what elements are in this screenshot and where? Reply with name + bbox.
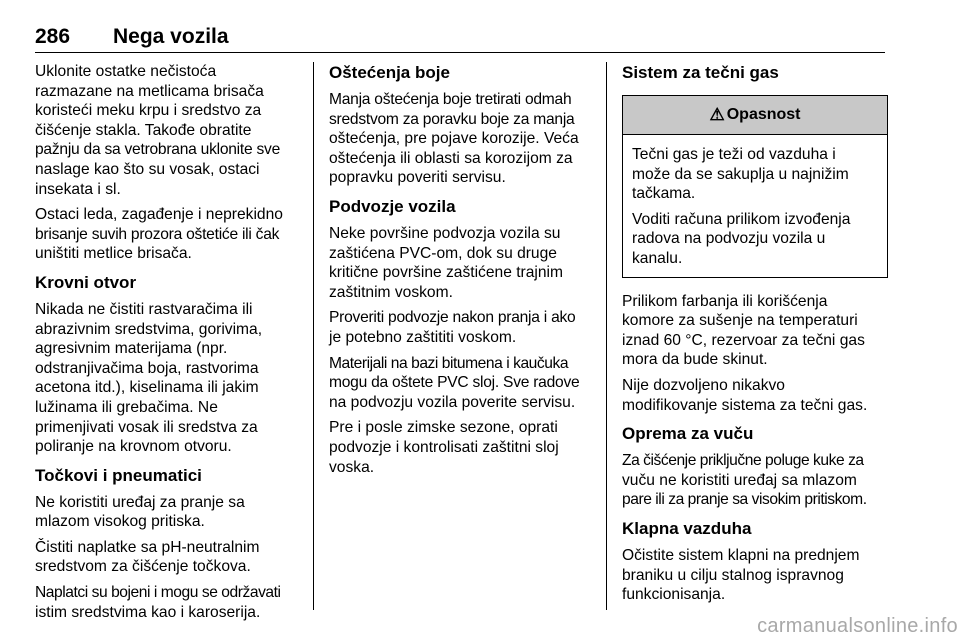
text-line: oštećenja, pre pojave korozije. Veća — [329, 130, 579, 148]
paragraph-lpg-2 — [622, 376, 888, 415]
page-header — [35, 22, 885, 53]
warning-triangle-icon: ⚠ — [709, 105, 725, 125]
text-line: Ne koristiti uređaj za pranje sa — [35, 493, 245, 511]
text-line: odstranjivačima boja, rastvorima — [35, 359, 259, 377]
paragraph-wheels-1 — [35, 493, 303, 532]
paragraph-paint-damage — [329, 90, 593, 188]
paragraph-wiper-cleaning — [35, 62, 303, 199]
text-line: Pre i posle zimske sezone, oprati — [329, 419, 558, 437]
heading-air-flap: Klapna vazduha — [622, 518, 752, 538]
warning-paragraph-1 — [632, 145, 878, 204]
text-line: brisanje suvih prozora oštetiće ili čak — [35, 225, 280, 243]
paragraph-underbody-1 — [329, 224, 593, 302]
text-line: je potebno zaštititi voskom. — [329, 328, 517, 346]
text-line: Ostaci leda, zagađenje i neprekidno — [35, 206, 283, 224]
text-line: čišćenje stakla. Takođe obratite — [35, 121, 252, 139]
text-line: Proveriti podvozje nakon pranja i ako — [329, 309, 576, 327]
text-line: Uklonite ostatke nečistoća — [35, 63, 217, 80]
text-line: naslage kao što su vosak, ostaci — [35, 160, 260, 178]
heading-paint-damage: Oštećenja boje — [329, 63, 450, 82]
text-line: sredstvom za poravku boje za manja — [329, 110, 575, 128]
text-line: uništiti metlice brisača. — [35, 245, 192, 263]
text-line: sredstvom za čišćenje točkova. — [35, 558, 251, 576]
column-divider — [313, 62, 314, 610]
paragraph-wheels-2 — [35, 538, 303, 577]
text-line: funkcionisanja. — [622, 586, 726, 604]
heading-towing-equipment: Oprema za vuču — [622, 424, 754, 444]
text-line: Nikada ne čistiti rastvaračima ili — [35, 300, 253, 318]
text-line: iznad 60 °C, rezervoar za tečni gas — [622, 331, 865, 349]
paragraph-towing — [622, 451, 888, 510]
text-line: zaštićena PVC-om, dok su druge — [329, 244, 557, 262]
text-line: komore za sušenje na temperaturi — [622, 312, 858, 330]
text-line: Materijali na bazi bitumena i kaučuka — [329, 354, 569, 372]
text-line: Nije dozvoljeno nikakvo — [622, 376, 785, 394]
warning-header — [623, 96, 887, 135]
text-line: mlazom visokog pritiska. — [35, 513, 205, 531]
text-line: insekata i sl. — [35, 180, 121, 198]
paragraph-lpg-1 — [622, 292, 888, 370]
text-line: Manja oštećenja boje tretirati odmah — [329, 91, 572, 108]
paragraph-sunroof — [35, 300, 303, 457]
heading-underbody: Podvozje vozila — [329, 196, 456, 216]
text-line: Očistite sistem klapni na prednjem — [622, 546, 860, 564]
text-line: braniku u cilju stalnog ispravnog — [622, 566, 844, 584]
text-line: primenjivati vosak ili sredstva za — [35, 418, 258, 436]
text-line: na podvozju vozila poverite servisu. — [329, 393, 576, 411]
text-line: abrazivnim sredstvima, gorivima, — [35, 320, 263, 338]
paragraph-underbody-4 — [329, 418, 593, 477]
text-line: može da se sakuplja u najnižim — [632, 165, 849, 183]
text-line: lužinama ili grebačima. Ne — [35, 398, 218, 416]
text-line: modifikovanje sistema za tečni gas. — [622, 396, 868, 414]
text-line: Tečni gas je teži od vazduha i — [632, 146, 836, 163]
text-line: kritične površine zaštićene trajnim — [329, 264, 563, 282]
column-right — [622, 62, 888, 611]
text-line: radova na podvozju vozila u — [632, 230, 826, 248]
watermark: carmanualsonline.info — [757, 615, 958, 637]
column-divider — [606, 62, 607, 610]
text-line: Za čišćenje priključne poluge kuke za — [622, 452, 864, 470]
column-middle — [329, 62, 593, 483]
text-line: acetona itd.), kiselinama ili jakim — [35, 379, 259, 397]
text-line: podvozje i kontrolisati zaštitni sloj — [329, 438, 559, 456]
page-number: 286 — [35, 25, 71, 48]
paragraph-wheels-3 — [35, 583, 303, 622]
paragraph-underbody-3 — [329, 354, 593, 413]
text-line: pare ili za pranje sa visokim pritiskom. — [622, 491, 867, 509]
text-line: popravku poveriti servisu. — [329, 169, 506, 187]
warning-title: Opasnost — [726, 106, 801, 124]
text-line: poliranje na krovnom otvoru. — [35, 438, 232, 456]
heading-sunroof: Krovni otvor — [35, 272, 137, 292]
text-line: pažnju da sa vetrobrana uklonite sve — [35, 141, 280, 159]
text-line: Čistiti naplatke sa pH-neutralnim — [35, 538, 260, 556]
text-line: koristeći meku krpu i sredstvo za — [35, 102, 262, 120]
text-line: Voditi računa prilikom izvođenja — [632, 210, 851, 228]
text-line: oštećenja ili oblasti sa korozijom za — [329, 149, 573, 167]
text-line: tačkama. — [632, 185, 696, 203]
page-title: Nega vozila — [113, 25, 229, 48]
text-line: mora da bude skinut. — [622, 351, 768, 369]
text-line: Naplatci su bojeni i mogu se održavati — [35, 584, 281, 602]
warning-body — [623, 135, 887, 277]
text-line: mogu da oštete PVC sloj. Sve radove — [329, 374, 580, 392]
text-line: razmazane na metlicama brisača — [35, 82, 264, 100]
text-line: zaštitnim voskom. — [329, 283, 453, 301]
text-line: istim sredstvima kao i karoserija. — [35, 603, 261, 621]
text-line: kanalu. — [632, 249, 683, 267]
heading-wheels-tires: Točkovi i pneumatici — [35, 465, 202, 485]
text-line: agresivnim materijama (npr. — [35, 340, 228, 358]
text-line: Prilikom farbanja ili korišćenja — [622, 292, 828, 310]
text-line: Neke površine podvozja vozila su — [329, 224, 561, 242]
heading-lpg-system: Sistem za tečni gas — [622, 63, 779, 82]
paragraph-underbody-2 — [329, 308, 593, 347]
paragraph-ice-residue — [35, 205, 303, 264]
text-line: voska. — [329, 458, 375, 476]
paragraph-air-flap — [622, 546, 888, 605]
warning-paragraph-2 — [632, 210, 878, 269]
warning-box — [622, 95, 888, 278]
column-left — [35, 62, 303, 628]
text-line: vuču ne koristiti uređaj sa mlazom — [622, 471, 857, 489]
